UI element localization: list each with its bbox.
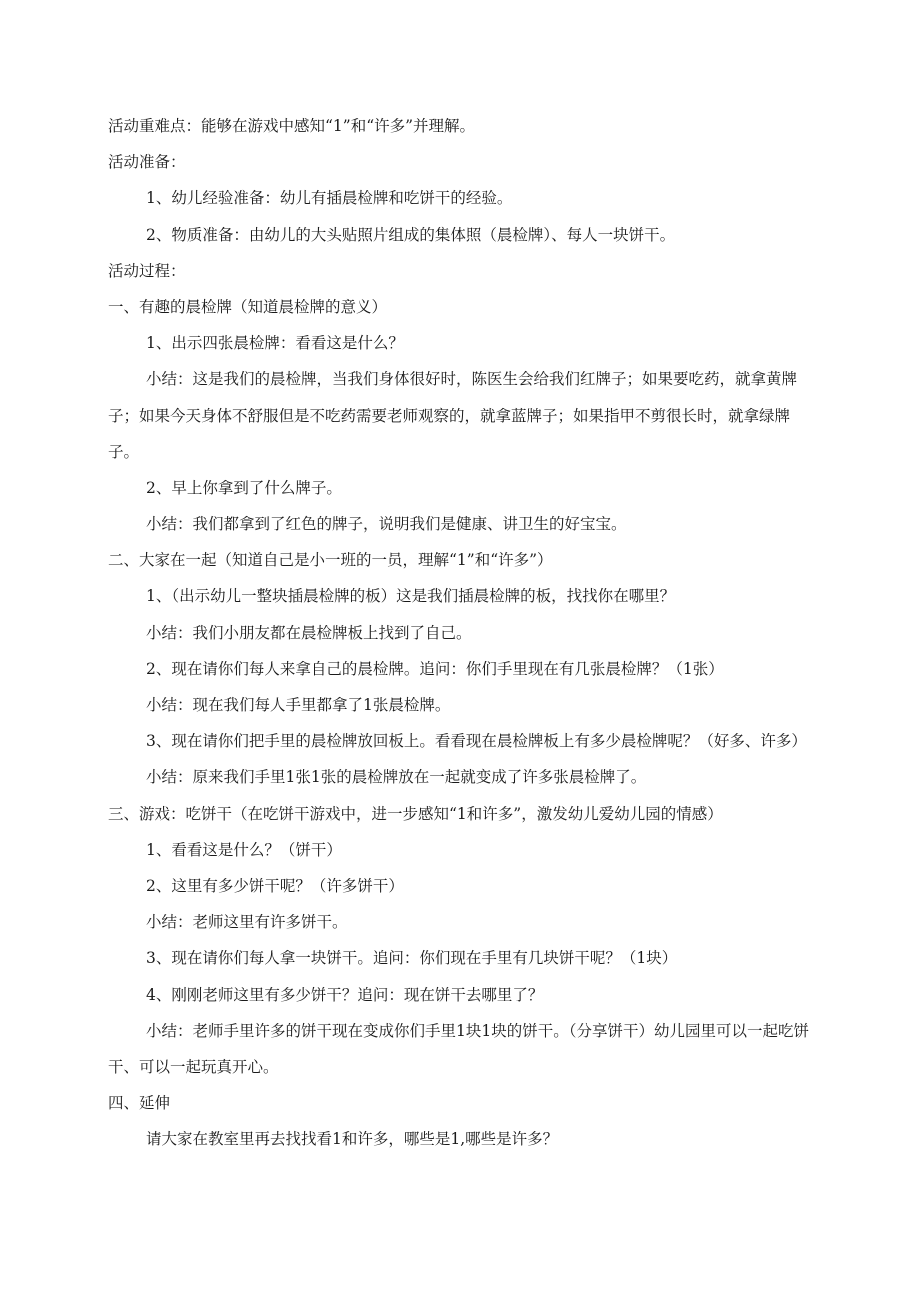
section-3-step-3: 3、现在请你们每人拿一块饼干。追问：你们现在手里有几块饼干呢？（1块） (146, 949, 678, 968)
section-1-heading: 一、有趣的晨检牌（知道晨检牌的意义） (108, 297, 388, 316)
section-3-step-2: 2、这里有多少饼干呢？（许多饼干） (146, 877, 404, 895)
section-2-summary-1: 小结：我们小朋友都在晨检牌板上找到了自己。 (146, 623, 472, 642)
section-4-extension: 请大家在教室里再去找找看1和许多，哪些是1,哪些是许多？ (146, 1130, 559, 1149)
process-heading: 活动过程： (108, 261, 186, 280)
section-2-step-2: 2、现在请你们每人来拿自己的晨检牌。追问：你们手里现在有几张晨检牌？（1张） (146, 659, 724, 678)
section-2-step-3: 3、现在请你们把手里的晨检牌放回板上。看看现在晨检牌板上有多少晨检牌呢？（好多、许多） (146, 732, 807, 751)
section-2-summary-2: 小结：现在我们每人手里都拿了1张晨检牌。 (146, 696, 451, 715)
key-difficulty: 活动重难点：能够在游戏中感知“1”和“许多”并理解。 (108, 117, 476, 135)
section-2-heading: 二、大家在一起（知道自己是小一班的一员，理解“1”和“许多”） (108, 551, 553, 570)
section-1-summary-1: 小结：这是我们的晨检牌，当我们身体很好时，陈医生会给我们红牌子；如果要吃药，就拿黄牌子；如果今天身体不舒服但是不吃药需要老师观察的，就拿蓝牌子；如果指甲不剪很长时，就拿绿牌子。 (108, 370, 798, 461)
section-3-summary-2: 小结：老师手里许多的饼干现在变成你们手里1块1块的饼干。（分享饼干）幼儿园里可以一起吃饼干、可以一起玩真开心。 (108, 1021, 809, 1076)
section-2-step-1: 1、（出示幼儿一整块插晨检牌的板）这是我们插晨检牌的板，找找你在哪里？ (146, 587, 676, 606)
prep-item-materials: 2、物质准备：由幼儿的大头贴照片组成的集体照（晨检牌）、每人一块饼干。 (146, 225, 676, 244)
section-1-summary-2: 小结：我们都拿到了红色的牌子，说明我们是健康、讲卫生的好宝宝。 (146, 515, 627, 534)
section-1-step-2: 2、早上你拿到了什么牌子。 (146, 478, 342, 497)
section-3-heading: 三、游戏：吃饼干（在吃饼干游戏中，进一步感知“1和许多”，激发幼儿爱幼儿园的情感） (108, 804, 723, 823)
document-body (108, 114, 816, 1164)
prep-item-experience: 1、幼儿经验准备：幼儿有插晨检牌和吃饼干的经验。 (146, 189, 513, 208)
section-3-step-1: 1、看看这是什么？（饼干） (146, 840, 342, 859)
section-1-step-1: 1、出示四张晨检牌：看看这是什么？ (146, 334, 404, 353)
section-3-summary-1: 小结：老师这里有许多饼干。 (146, 913, 348, 932)
preparation-heading: 活动准备： (108, 153, 186, 172)
section-4-heading: 四、延伸 (108, 1094, 171, 1113)
section-2-summary-3: 小结：原来我们手里1张1张的晨检牌放在一起就变成了许多张晨检牌了。 (146, 768, 647, 787)
section-3-step-4: 4、刚刚老师这里有多少饼干？追问：现在饼干去哪里了？ (146, 985, 544, 1004)
